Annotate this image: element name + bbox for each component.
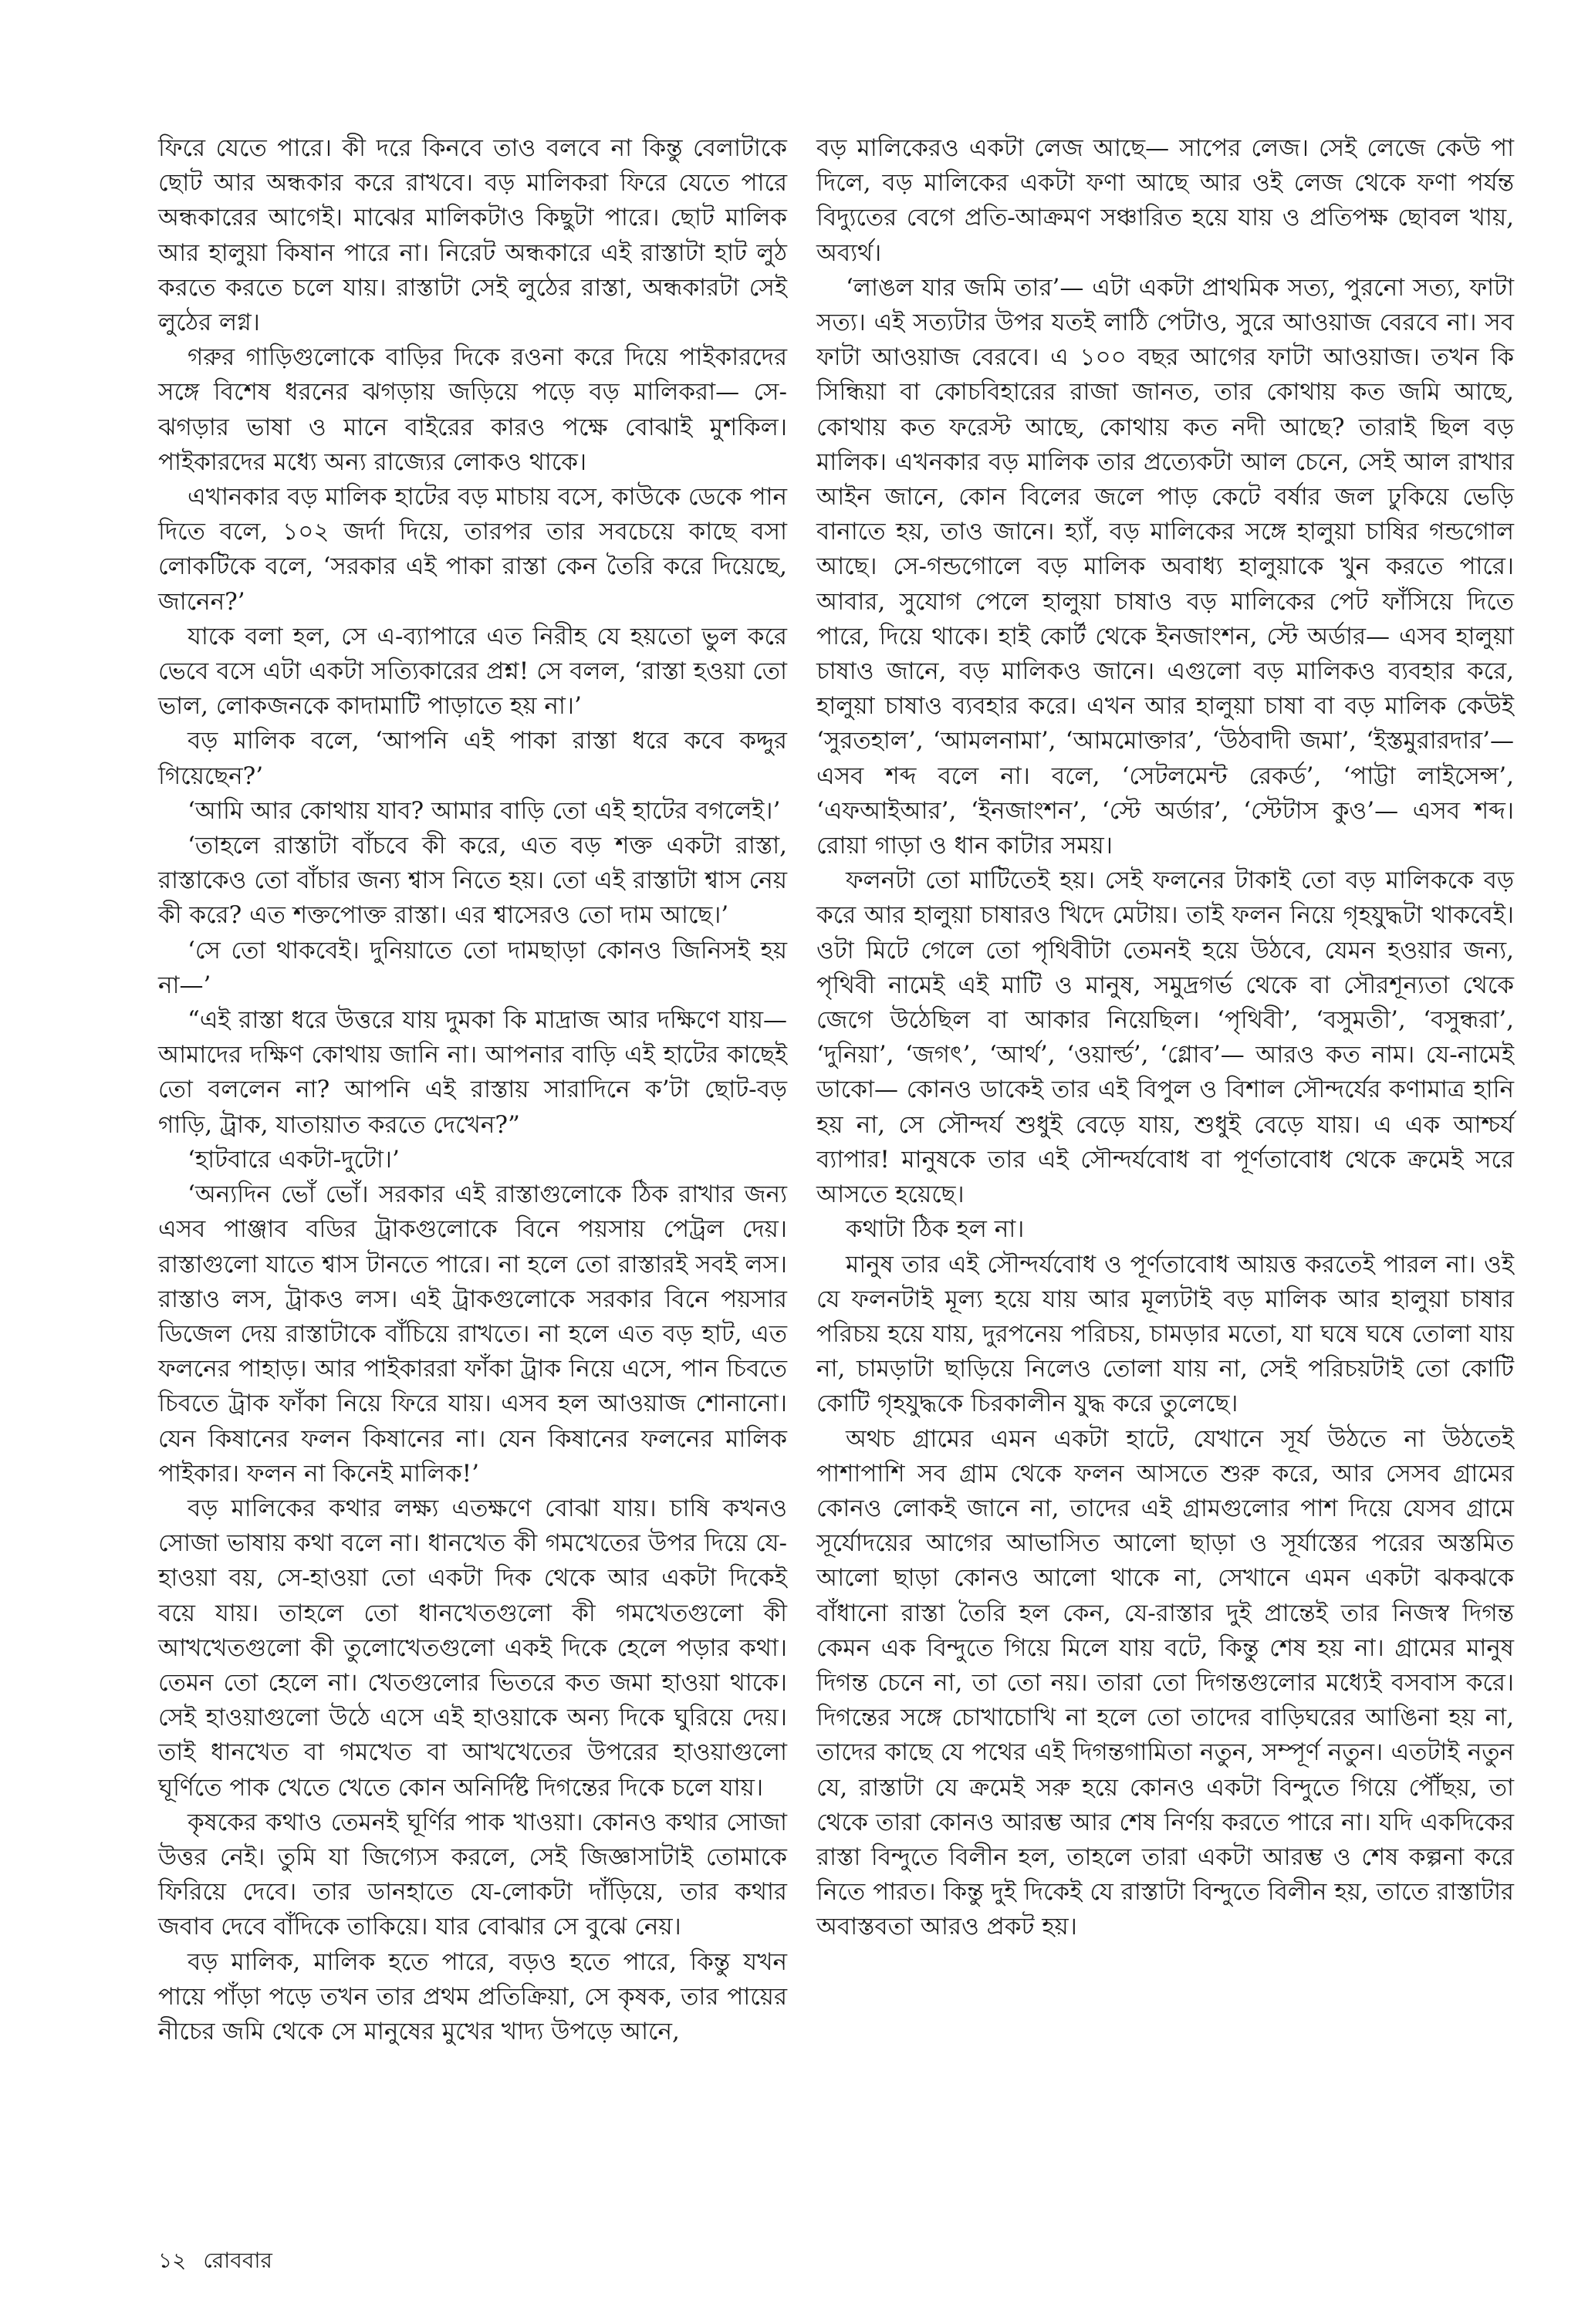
paragraph: ‘লাঙল যার জমি তার’— এটা একটা প্রাথমিক সত্য, পুরনো সত্য, ফাটা সত্য। এই সত্যটার উপর যতই লাঠি পেটাও, সুরে আওয়াজ বেরবে না। সব ফাটা আওয়াজ বেরবে। এ ১০০ বছর আগের ফাটা আওয়াজ। তখন কি সিন্ধিয়া বা কোচবিহারের রাজা জানত, তার কোথায় কত জমি আছে, কোথায় কত ফরেস্ট আছে, কোথায় কত নদী আছে? তারাই ছিল বড় মালিক। এখনকার বড় মালিক তার প্রত্যেকটা আল চেনে, সেই আল রাখার আইন জানে, কোন বিলের জলে পাড় কেটে বর্ষার জল ঢুকিয়ে ভেড়ি বানাতে হয়, তাও জানে। হ্যাঁ, বড় মালিকের সঙ্গে হালুয়া চাষির গন্ডগোল আছে। সে-গন্ডগোলে বড় মালিক অবাধ্য হালুয়াকে খুন করতে পারে। আবার, সুযোগ পেলে হালুয়া চাষাও বড় মালিকের পেট ফাঁসিয়ে দিতে পারে, দিয়ে থাকে। হাই কোর্ট থেকে ইনজাংশন, স্টে অর্ডার— এসব হালুয়া চাষাও জানে, বড় মালিকও জানে। এগুলো বড় মালিকও ব্যবহার করে, হালুয়া চাষাও ব্যবহার করে। এখন আর হালুয়া চাষা বা বড় মালিক কেউই ‘সুরতহাল’, ‘আমলনামা’, ‘আমমোক্তার’, ‘উঠবাদী জমা’, ‘ইস্তমুরারদার’— এসব শব্দ বলে না। বলে, ‘সেটলমেন্ট রেকর্ড’, ‘পাট্টা লাইসেন্স’, ‘এফআইআর’, ‘ইনজাংশন’, ‘স্টে অর্ডার’, ‘স্টেটাস কুও’— এসব শব্দ। রোয়া গাড়া ও ধান কাটার সময়।	[816, 273, 1514, 860]
paragraph: এখানকার বড় মালিক হাটের বড় মাচায় বসে, কাউকে ডেকে পান দিতে বলে, ১০২ জর্দা দিয়ে, তারপর তার সবচেয়ে কাছে বসা লোকটিকে বলে, ‘সরকার এই পাকা রাস্তা কেন তৈরি করে দিয়েছে, জানেন?’	[158, 483, 787, 616]
paragraph: “এই রাস্তা ধরে উত্তরে যায় দুমকা কি মাদ্রাজ আর দক্ষিণে যায়— আমাদের দক্ষিণ কোথায় জানি না। আপনার বাড়ি এই হাটের কাছেই তো বললেন না? আপনি এই রাস্তায় সারাদিনে ক’টা ছোট-বড় গাড়ি, ট্রাক, যাতায়াত করতে দেখেন?”	[158, 1006, 787, 1139]
paragraph: বড় মালিক, মালিক হতে পারে, বড়ও হতে পারে, কিন্তু যখন পায়ে পাঁড়া পড়ে তখন তার প্রথম প্রতিক্রিয়া, সে কৃষক, তার পায়ের নীচের জমি থেকে সে মানুষের মুখের খাদ্য উপড়ে আনে,	[158, 1947, 787, 2045]
paragraph: ‘আমি আর কোথায় যাব? আমার বাড়ি তো এই হাটের বগলেই।’	[188, 796, 781, 825]
paragraph: যাকে বলা হল, সে এ-ব্যাপারে এত নিরীহ যে হয়তো ভুল করে ভেবে বসে এটা একটা সত্যিকারের প্রশ্ন! সে বলল, ‘রাস্তা হওয়া তো ভাল, লোকজনকে কাদামাটি পাড়াতে হয় না।’	[158, 622, 787, 721]
publication-name: রোববার	[203, 2248, 272, 2273]
paragraph: ‘সে তো থাকবেই। দুনিয়াতে তো দামছাড়া কোনও জিনিসই হয় না—’	[158, 936, 787, 999]
paragraph: গরুর গাড়িগুলোকে বাড়ির দিকে রওনা করে দিয়ে পাইকারদের সঙ্গে বিশেষ ধরনের ঝগড়ায় জড়িয়ে পড়ে বড় মালিকরা— সে-ঝগড়ার ভাষা ও মানে বাইরের কারও পক্ষে বোঝাই মুশকিল। পাইকারদের মধ্যে অন্য রাজ্যের লোকও থাকে।	[158, 343, 787, 476]
paragraph: ‘হাটবারে একটা-দুটো।’	[188, 1145, 400, 1174]
text-column-left	[158, 131, 787, 2049]
text-column-right	[816, 131, 1514, 1945]
page-footer	[158, 2244, 289, 2280]
paragraph: বড় মালিক বলে, ‘আপনি এই পাকা রাস্তা ধরে কবে কদ্দুর গিয়েছেন?’	[158, 727, 787, 790]
paragraph: বড় মালিকের কথার লক্ষ্য এতক্ষণে বোঝা যায়। চাষি কখনও সোজা ভাষায় কথা বলে না। ধানখেত কী গমখেতের উপর দিয়ে যে-হাওয়া বয়, সে-হাওয়া তো একটা দিক থেকে আর একটা দিকেই বয়ে যায়। তাহলে তো ধানখেতগুলো কী গমখেতগুলো কী আখখেতগুলো কী তুলোখেতগুলো একই দিকে হেলে পড়ার কথা। তেমন তো হেলে না। খেতগুলোর ভিতরে কত জমা হাওয়া থাকে। সেই হাওয়াগুলো উঠে এসে এই হাওয়াকে অন্য দিকে ঘুরিয়ে দেয়। তাই ধানখেত বা গমখেত বা আখখেতের উপরের হাওয়াগুলো ঘূর্ণিতে পাক খেতে খেতে কোন অনির্দিষ্ট দিগন্তের দিকে চলে যায়।	[158, 1494, 787, 1802]
paragraph: ফিরে যেতে পারে। কী দরে কিনবে তাও বলবে না কিন্তু বেলাটাকে ছোট আর অন্ধকার করে রাখবে। বড় মালিকরা ফিরে যেতে পারে অন্ধকারের আগেই। মাঝের মালিকটাও কিছুটা পারে। ছোট মালিক আর হালুয়া কিষান পারে না। নিরেট অন্ধকারে এই রাস্তাটা হাট লুঠ করতে করতে চলে যায়। রাস্তাটা সেই লুঠের রাস্তা, অন্ধকারটা সেই লুঠের লগ্ন।	[158, 134, 787, 337]
paragraph: বড় মালিকেরও একটা লেজ আছে— সাপের লেজ। সেই লেজে কেউ পা দিলে, বড় মালিকের একটা ফণা আছে আর ওই লেজ থেকে ফণা পর্যন্ত বিদ্যুতের বেগে প্রতি-আক্রমণ সঞ্চারিত হয়ে যায় ও প্রতিপক্ষ ছোবল খায়, অব্যর্থ।	[816, 134, 1514, 267]
paragraph: ফলনটা তো মাটিতেই হয়। সেই ফলনের টাকাই তো বড় মালিককে বড় করে আর হালুয়া চাষারও খিদে মেটায়। তাই ফলন নিয়ে গৃহযুদ্ধটা থাকবেই। ওটা মিটে গেলে তো পৃথিবীটা তেমনই হয়ে উঠবে, যেমন হওয়ার জন্য, পৃথিবী নামেই এই মাটি ও মানুষ, সমুদ্রগর্ভ থেকে বা সৌরশূন্যতা থেকে জেগে উঠেছিল বা আকার নিয়েছিল। ‘পৃথিবী’, ‘বসুমতী’, ‘বসুন্ধরা’, ‘দুনিয়া’, ‘জগৎ’, ‘আর্থ’, ‘ওয়ার্ল্ড’, ‘গ্লোব’— আরও কত নাম। যে-নামেই ডাকো— কোনও ডাকেই তার এই বিপুল ও বিশাল সৌন্দর্যের কণামাত্র হানি হয় না, সে সৌন্দর্য শুধুই বেড়ে যায়, শুধুই বেড়ে যায়। এ এক আশ্চর্য ব্যাপার! মানুষকে তার এই সৌন্দর্যবোধ বা পূর্ণতাবোধ থেকে ক্রমেই সরে আসতে হয়েছে।	[816, 866, 1514, 1209]
paragraph: ‘অন্যদিন ভোঁ ভোঁ। সরকার এই রাস্তাগুলোকে ঠিক রাখার জন্য এসব পাঞ্জাব বডির ট্রাকগুলোকে বিনে পয়সায় পেট্রল দেয়। রাস্তাগুলো যাতে শ্বাস টানতে পারে। না হলে তো রাস্তারই সবই লস। রাস্তাও লস, ট্রাকও লস। এই ট্রাকগুলোকে সরকার বিনে পয়সার ডিজেল দেয় রাস্তাটাকে বাঁচিয়ে রাখতে। না হলে এত বড় হাট, এত ফলনের পাহাড়। আর পাইকাররা ফাঁকা ট্রাক নিয়ে এসে, পান চিবতে চিবতে ট্রাক ফাঁকা নিয়ে ফিরে যায়। এসব হল আওয়াজ শোনানো। যেন কিষানের ফলন কিষানের না। যেন কিষানের ফলনের মালিক পাইকার। ফলন না কিনেই মালিক!’	[158, 1181, 787, 1488]
paragraph: কৃষকের কথাও তেমনই ঘূর্ণির পাক খাওয়া। কোনও কথার সোজা উত্তর নেই। তুমি যা জিগ্যেস করলে, সেই জিজ্ঞাসাটাই তোমাকে ফিরিয়ে দেবে। তার ডানহাতে যে-লোকটা দাঁড়িয়ে, তার কথার জবাব দেবে বাঁদিকে তাকিয়ে। যার বোঝার সে বুঝে নেয়।	[158, 1808, 787, 1941]
paragraph: ‘তাহলে রাস্তাটা বাঁচবে কী করে, এত বড় শক্ত একটা রাস্তা, রাস্তাকেও তো বাঁচার জন্য শ্বাস নিতে হয়। তো এই রাস্তাটা শ্বাস নেয় কী করে? এত শক্তপোক্ত রাস্তা। এর শ্বাসেরও তো দাম আছে।’	[158, 832, 787, 930]
paragraph: অথচ গ্রামের এমন একটা হাটে, যেখানে সূর্য উঠতে না উঠতেই পাশাপাশি সব গ্রাম থেকে ফলন আসতে শুরু করে, আর সেসব গ্রামের কোনও লোকই জানে না, তাদের এই গ্রামগুলোর পাশ দিয়ে যেসব গ্রামে সূর্যোদয়ের আগের আভাসিত আলো ছাড়া ও সূর্যাস্তের পরের অস্তমিত আলো ছাড়া কোনও আলো থাকে না, সেখানে এমন একটা ঝকঝকে বাঁধানো রাস্তা তৈরি হল কেন, যে-রাস্তার দুই প্রান্তেই তার নিজস্ব দিগন্ত কেমন এক বিন্দুতে গিয়ে মিলে যায় বটে, কিন্তু শেষ হয় না। গ্রামের মানুষ দিগন্ত চেনে না, তা তো নয়। তারা তো দিগন্তগুলোর মধ্যেই বসবাস করে। দিগন্তের সঙ্গে চোখাচোখি না হলে তো তাদের বাড়িঘরের আঙিনা হয় না, তাদের কাছে যে পথের এই দিগন্তগামিতা নতুন, সম্পূর্ণ নতুন। এতটাই নতুন যে, রাস্তাটা যে ক্রমেই সরু হয়ে কোনও একটা বিন্দুতে গিয়ে পৌঁছয়, তা থেকে তারা কোনও আরম্ভ আর শেষ নির্ণয় করতে পারে না। যদি একদিকের রাস্তা বিন্দুতে বিলীন হল, তাহলে তারা একটা আরম্ভ ও শেষ কল্পনা করে নিতে পারত। কিন্তু দুই দিকেই যে রাস্তাটা বিন্দুতে বিলীন হয়, তাতে রাস্তাটার অবাস্তবতা আরও প্রকট হয়।	[816, 1424, 1514, 1941]
page-number: ১২	[158, 2248, 187, 2273]
paragraph: মানুষ তার এই সৌন্দর্যবোধ ও পূর্ণতাবোধ আয়ত্ত করতেই পারল না। ওই যে ফলনটাই মূল্য হয়ে যায় আর মূল্যটাই বড় মালিক আর হালুয়া চাষার পরিচয় হয়ে যায়, দুরপনেয় পরিচয়, চামড়ার মতো, যা ঘষে ঘষে তোলা যায় না, চামড়াটা ছাড়িয়ে নিলেও তোলা যায় না, সেই পরিচয়টাই তো কোটি কোটি গৃহযুদ্ধকে চিরকালীন যুদ্ধ করে তুলেছে।	[816, 1250, 1514, 1418]
paragraph: কথাটা ঠিক হল না।	[846, 1215, 1025, 1244]
